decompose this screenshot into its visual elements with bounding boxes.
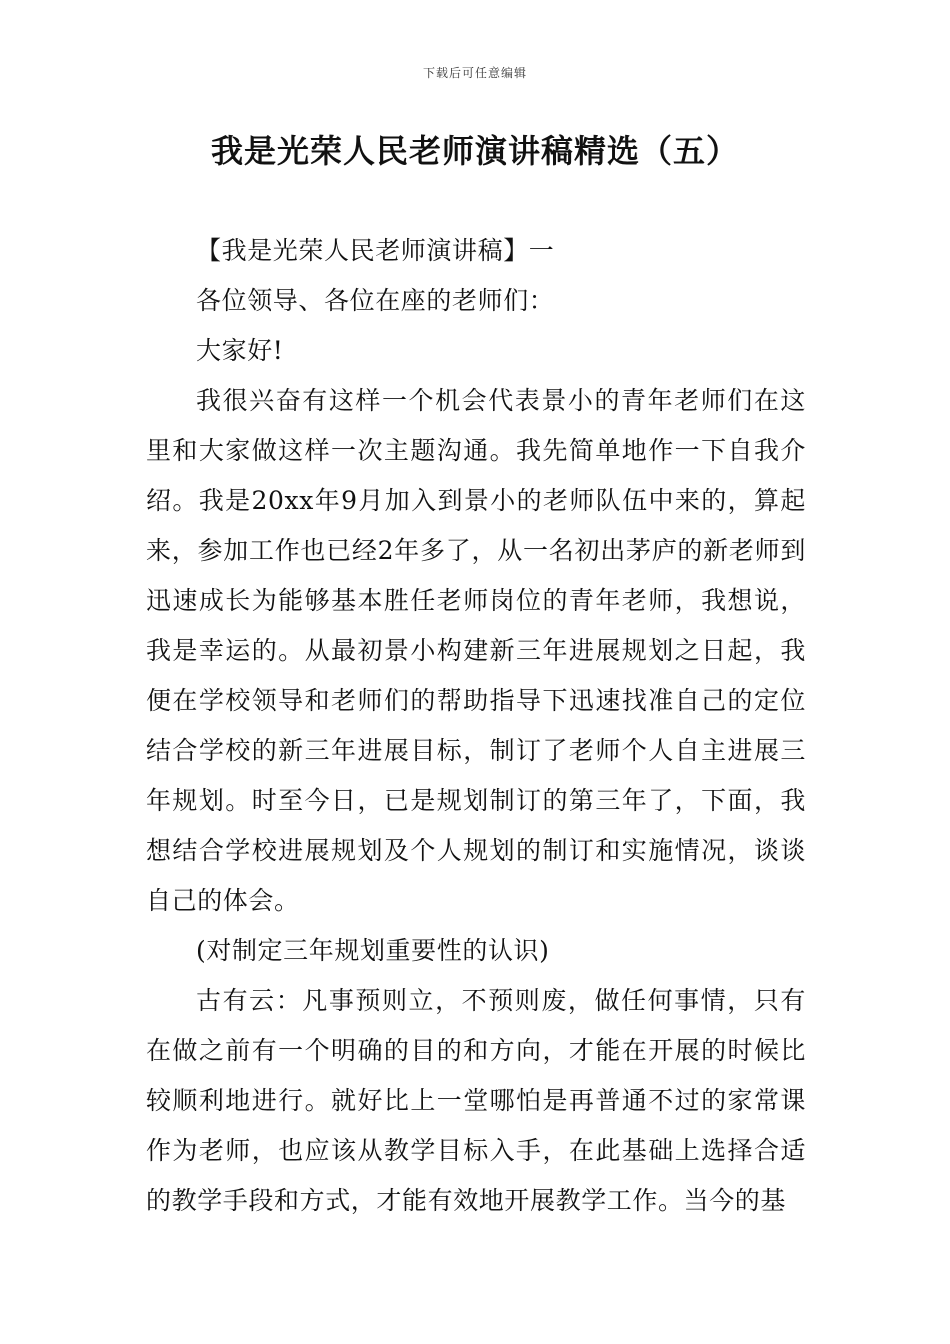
document-title: 我是光荣人民老师演讲稿精选（五） bbox=[210, 132, 739, 170]
paragraph-introduction: 我很兴奋有这样一个机会代表景小的青年老师们在这里和大家做这样一次主题沟通。我先简单地作一下自我介绍。我是20xx年9月加入到景小的老师队伍中来的，算起来，参加工作也已经2年多了，从一名初出茅庐的新老师到迅速成长为能够基本胜任老师岗位的青年老师，我想说，我是幸运的。从最初景小构建新三年进展规划之日起，我便在学校领导和老师们的帮助指导下迅速找准自己的定位结合学校的新三年进展目标，制订了老师个人自主进展三年规划。时至今日，已是规划制订的第三年了，下面，我想结合学校进展规划及个人规划的制订和实施情况，谈谈自己的体会。 bbox=[146, 386, 806, 915]
paragraph-section-heading: (对制定三年规划重要性的认识) bbox=[196, 936, 550, 965]
paragraph-body: 古有云：凡事预则立，不预则废，做任何事情，只有在做之前有一个明确的目的和方向，才能在开展的时候比较顺利地进行。就好比上一堂哪怕是再普通不过的家常课作为老师，也应该从教学目标入手，在此基础上选择合适的教学手段和方式，才能有效地开展教学工作。当今的基 bbox=[146, 986, 806, 1215]
paragraph-greeting: 大家好! bbox=[196, 336, 284, 365]
document-body bbox=[146, 226, 806, 1226]
header-note: 下载后可任意编辑 bbox=[422, 66, 527, 80]
paragraph-salutation: 各位领导、各位在座的老师们： bbox=[196, 286, 555, 315]
paragraph-heading: 【我是光荣人民老师演讲稿】一 bbox=[196, 236, 555, 265]
